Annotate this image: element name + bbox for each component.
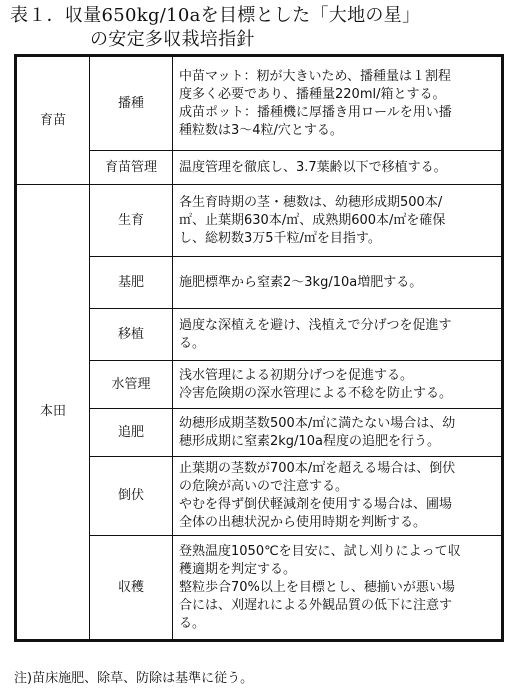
table-row	[16, 361, 503, 409]
description-line: 度多く必要であり、播種量220ml/箱とする。	[179, 86, 446, 102]
table-row	[16, 56, 503, 151]
item-label: 育苗管理	[90, 151, 173, 185]
description-line: 成苗ポット：播種機に厚播き用ロールを用い播	[179, 104, 452, 120]
item-description	[173, 361, 503, 409]
item-label: 収穫	[90, 536, 173, 641]
description-line: る。	[179, 335, 206, 351]
footnote: 注)苗床施肥、除草、防除は基準に従う。	[14, 671, 254, 686]
item-label: 移植	[90, 309, 173, 361]
description-line: 中苗マット：籾が大きいため、播種量は１割程	[179, 68, 451, 84]
table-row	[16, 185, 503, 257]
description-line: 登熟温度1050℃を目安に、試し刈りによって収	[179, 543, 461, 559]
section-label: 本田	[16, 185, 90, 641]
item-description	[173, 185, 503, 257]
item-description	[173, 457, 503, 536]
description-line: 温度管理を徹底し、3.7葉齢以下で移植する。	[179, 159, 447, 175]
description-line: 種粒数は3～4粒/穴とする。	[179, 122, 343, 138]
description-line: 止葉期の茎数が700本/㎡を超える場合は、倒伏	[179, 461, 456, 476]
item-description	[173, 309, 503, 361]
item-label: 生育	[90, 185, 173, 257]
table-row	[16, 309, 503, 361]
description-line: ㎡、止葉期630本/㎡、成熟期600本/㎡を確保	[179, 212, 446, 228]
table-row	[16, 409, 503, 457]
description-line: 穫適期を判定する。	[179, 561, 297, 577]
title-line-2: の安定多収栽培指針	[90, 29, 255, 50]
table-body	[16, 56, 503, 641]
table-row	[16, 536, 503, 641]
description-line: 施肥標準から窒素2～3kg/10a増肥する。	[179, 274, 423, 290]
description-line: の危険が高いので注意する。	[179, 479, 349, 494]
table-row	[16, 257, 503, 309]
description-line: 合には、刈遅れによる外観品質の低下に注意す	[179, 597, 453, 613]
item-description	[173, 151, 503, 185]
description-line: 幼穂形成期茎数500本/㎡に満たない場合は、幼	[179, 415, 456, 431]
table-title	[10, 4, 510, 52]
item-description	[173, 409, 503, 457]
description-line: 各生育時期の茎・穂数は、幼穂形成期500本/	[179, 194, 443, 210]
item-description	[173, 257, 503, 309]
description-line: 整粒歩合70%以上を目標とし、穂揃いが悪い場	[179, 579, 455, 595]
description-line: 浅水管理による初期分げつを促進する。	[179, 367, 414, 383]
item-description	[173, 56, 503, 151]
description-line: 過度な深植えを避け、浅植えで分げつを促進す	[179, 317, 452, 333]
item-label: 追肥	[90, 409, 173, 457]
item-label: 播種	[90, 56, 173, 151]
description-line: し、総籾数3万5千粒/㎡を目指す。	[179, 230, 381, 246]
description-line: 全体の出穂状況から使用時期を判断する。	[179, 515, 427, 530]
item-label: 倒伏	[90, 457, 173, 536]
description-line: やむを得ず倒伏軽減剤を使用する場合は、圃場	[179, 497, 453, 512]
cultivation-guide-table	[14, 54, 504, 642]
table-row	[16, 151, 503, 185]
title-line-1: 表１．収量650kg/10aを目標とした「大地の星」	[10, 5, 421, 26]
section-label: 育苗	[16, 56, 90, 185]
description-line: る。	[179, 615, 206, 631]
item-label: 基肥	[90, 257, 173, 309]
item-description	[173, 536, 503, 641]
table-row	[16, 457, 503, 536]
description-line: 穂形成期に窒素2kg/10a程度の追肥を行う。	[179, 433, 440, 449]
item-label: 水管理	[90, 361, 173, 409]
description-line: 冷害危険期の深水管理による不稔を防止する。	[179, 385, 453, 401]
